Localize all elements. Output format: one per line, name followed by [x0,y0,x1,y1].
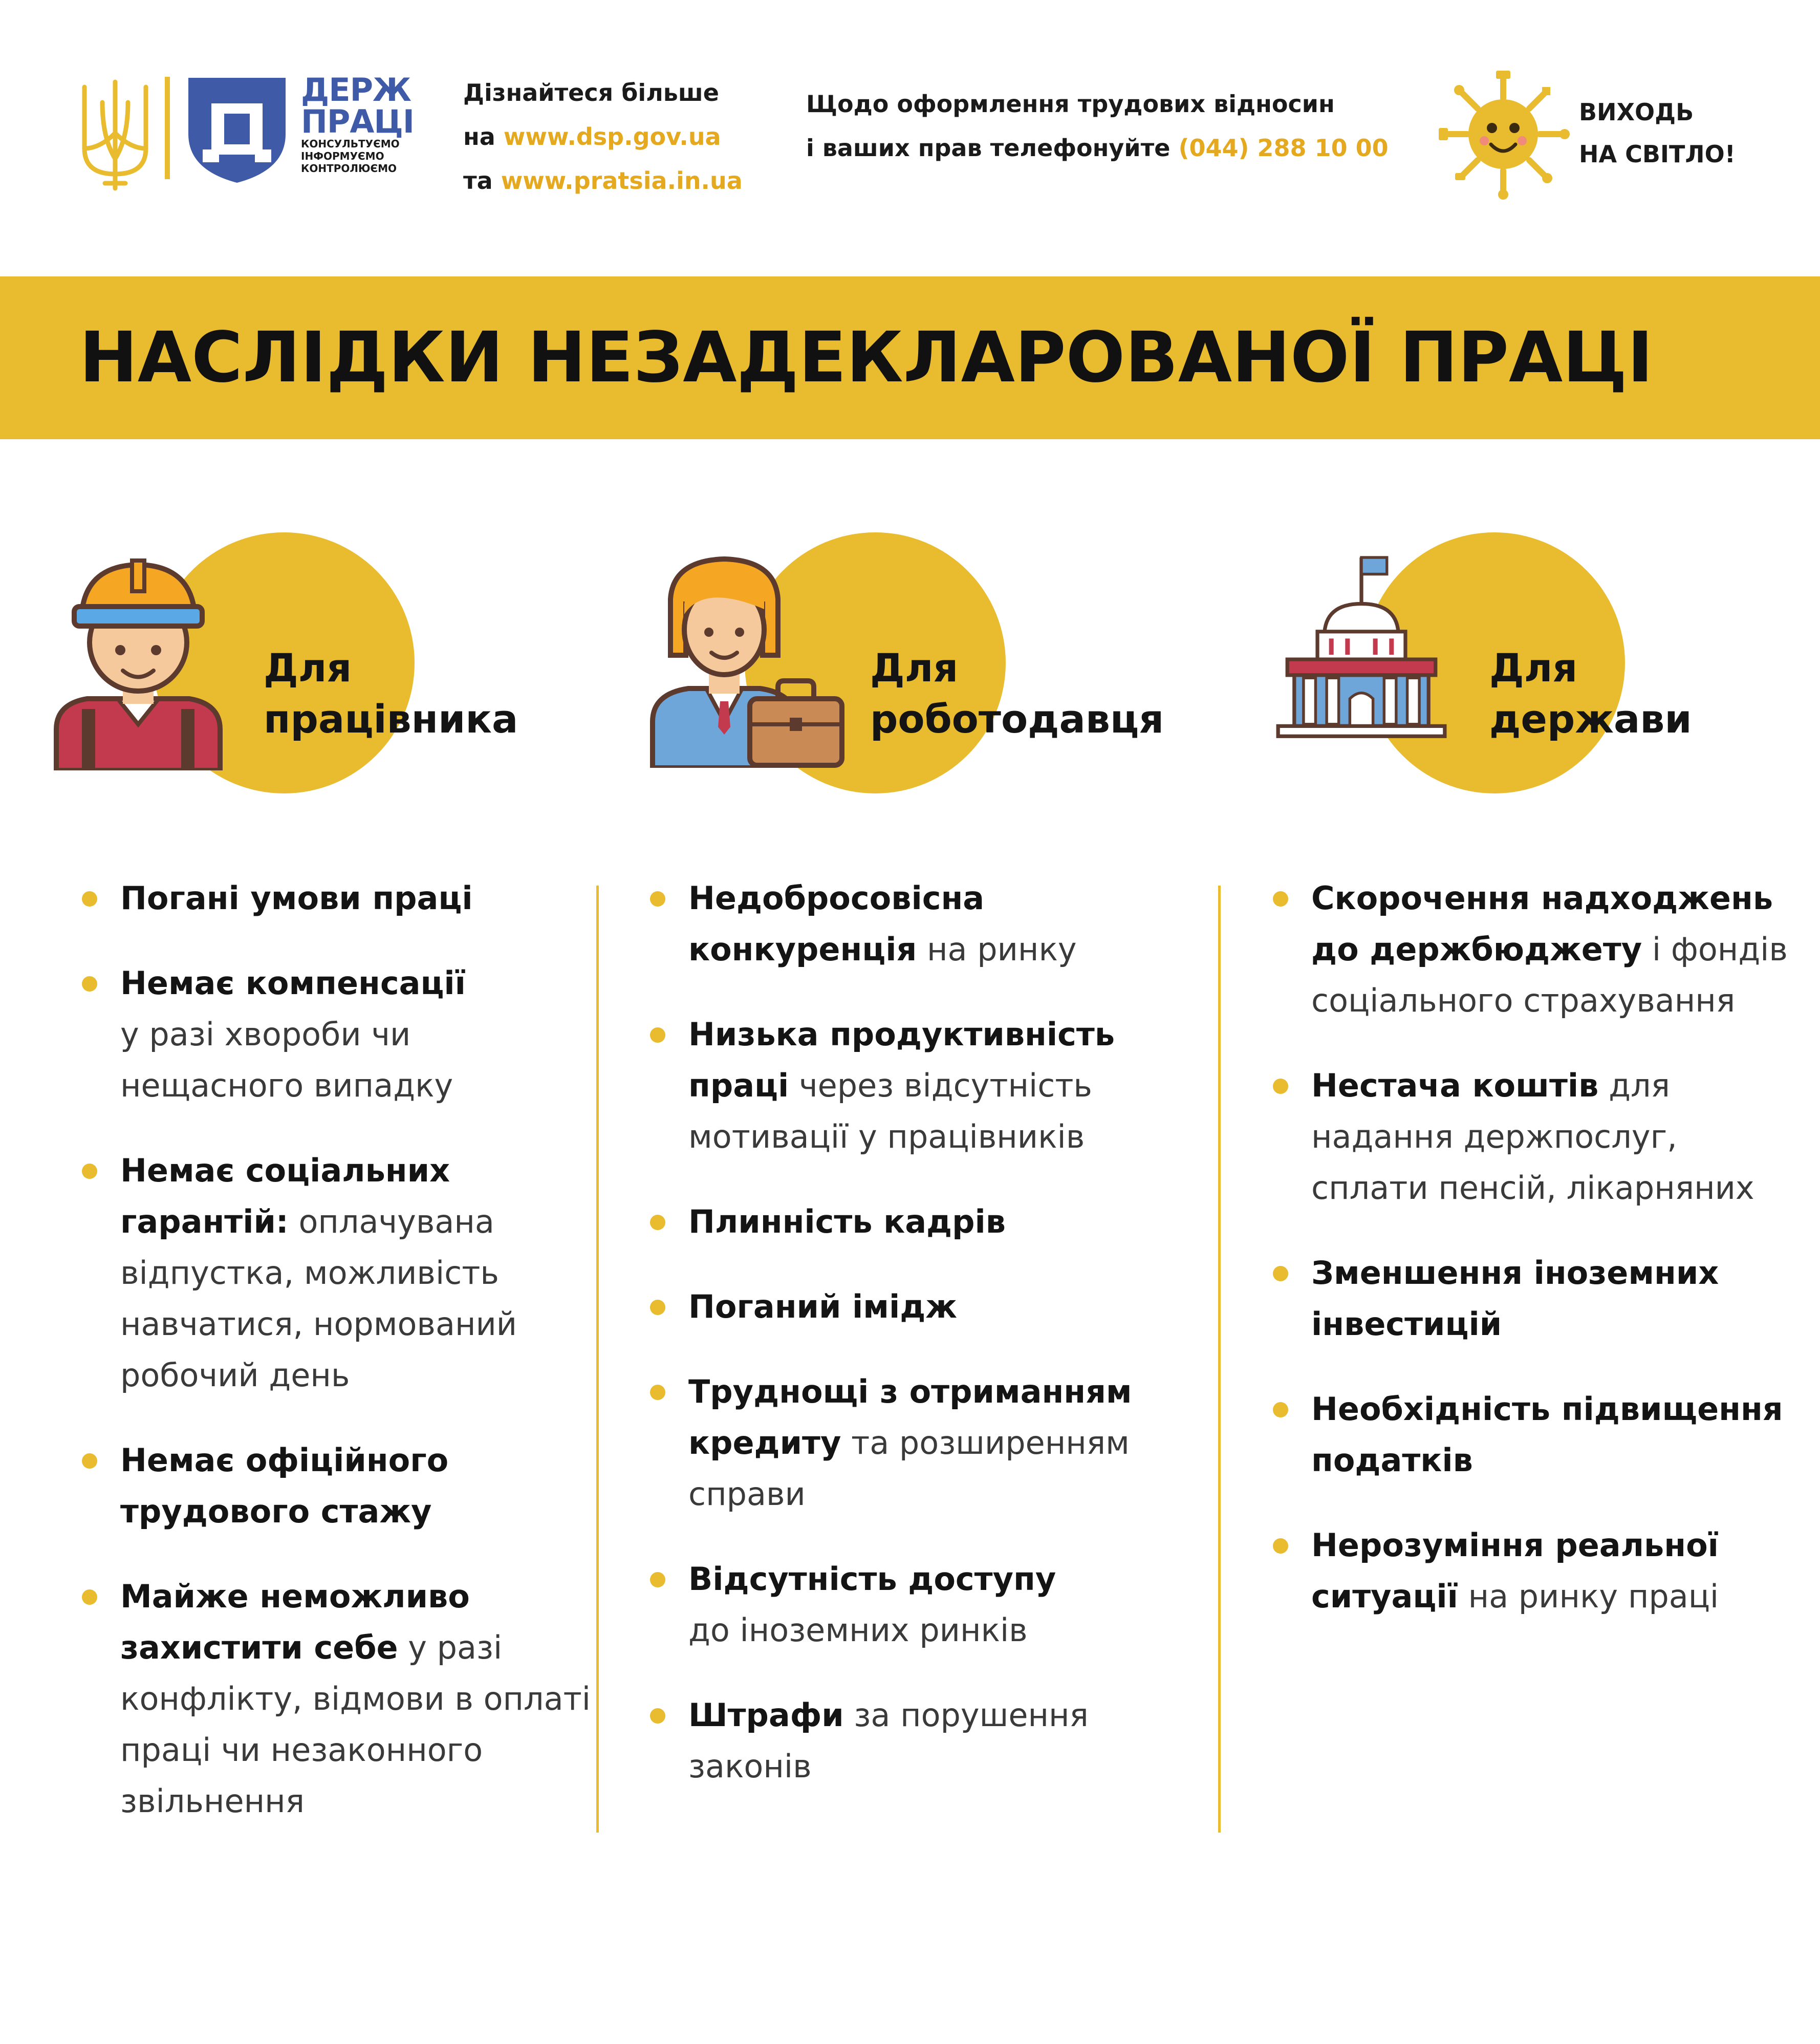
list-item: Плинність кадрів [650,1196,1172,1247]
list-item: Майже неможливо захистити себе у разі конфлікту, відмови в оплаті праці чи незаконного звільнення [82,1571,594,1827]
column-divider-2 [1218,886,1221,1833]
employer-icon [642,553,847,768]
list-item: Погані умови праці [82,873,594,924]
learn-prefix-2: та [463,167,493,195]
link-pratsia-in-ua[interactable]: www.pratsia.in.ua [501,167,743,195]
trident-coat-of-arms-icon [74,72,156,195]
derzhpraci-shield-logo-icon [183,73,291,186]
list-item: Низька продуктивність праці через відсутність мотивації у працівників [650,1009,1172,1163]
worker-icon [51,555,225,770]
list-item: Немає офіційного трудового стажу [82,1435,594,1537]
list-item: Нерозуміння реальної ситуації на ринку праці [1273,1520,1790,1622]
link-dsp-gov-ua[interactable]: www.dsp.gov.ua [503,123,721,150]
state-consequences-list [1273,873,1790,1656]
learn-more-title: Дізнайтеся більше [463,79,719,106]
worker-consequences-list [82,873,594,1861]
column-title-state: Для держави [1489,645,1692,742]
column-title-worker: Для працівника [264,645,518,742]
hotline-block [806,82,1389,170]
brand-tagline-2: ІНФОРМУЄМО [301,150,384,162]
column-title-employer: Для роботодавця [870,645,1164,742]
list-item: Зменшення іноземних інвестицій [1273,1247,1790,1350]
list-item: Немає компенсації у разі хвороби чи нещасного випадку [82,958,594,1111]
brand-tagline-3: КОНТРОЛЮЄМО [301,162,397,175]
hotline-line-2: і ваших прав телефонуйте [806,134,1171,162]
sun-mascot-icon [1436,67,1571,202]
list-item: Скорочення надходжень до держбюджету і фондів соціального страхування [1273,873,1790,1026]
slogan-line-2: НА СВІТЛО! [1579,140,1736,168]
employer-consequences-list [650,873,1172,1826]
brand-line-1: ДЕРЖ [301,71,411,109]
government-building-icon [1264,553,1459,747]
list-item: Нестача коштів для надання держпослуг, сплати пенсій, лікарняних [1273,1060,1790,1214]
list-item: Недобросовісна конкуренція на ринку [650,873,1172,975]
hotline-phone-number[interactable]: (044) 288 10 00 [1178,134,1389,162]
learn-prefix-1: на [463,123,495,150]
brand-line-2: ПРАЦІ [301,103,414,140]
slogan-line-1: ВИХОДЬ [1579,98,1694,126]
header-divider [165,77,170,179]
list-item: Труднощі з отриманням кредиту та розширенням справи [650,1366,1172,1520]
list-item: Відсутність доступу до іноземних ринків [650,1554,1172,1656]
learn-more-block [463,71,743,203]
title-banner [0,276,1820,439]
brand-tagline-1: КОНСУЛЬТУЄМО [301,138,400,150]
slogan-block [1579,91,1736,175]
page-title: НАСЛІДКИ НЕЗАДЕКЛАРОВАНОЇ ПРАЦІ [79,317,1654,398]
list-item: Штрафи за порушення законів [650,1690,1172,1792]
hotline-line-1: Щодо оформлення трудових відносин [806,90,1335,118]
column-divider-1 [596,886,599,1833]
list-item: Необхідність підвищення податків [1273,1384,1790,1486]
list-item: Поганий імідж [650,1281,1172,1332]
list-item: Немає соціальних гарантій: оплачувана відпустка, можливість навчатися, нормований робочий день [82,1145,594,1401]
brand-logotype [301,71,434,175]
